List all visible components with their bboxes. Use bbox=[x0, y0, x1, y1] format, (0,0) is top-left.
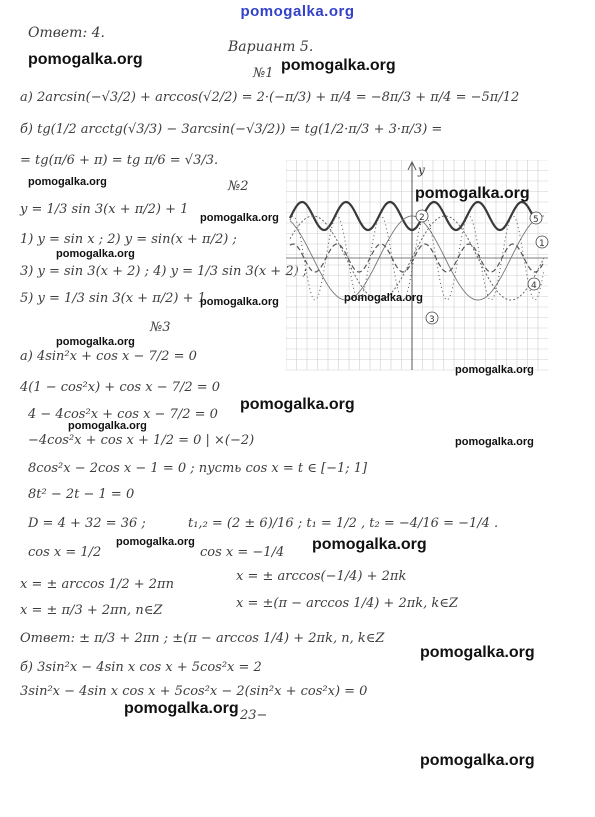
task-1b-result: = tg(π/6 + π) = tg π/6 = √3/3. bbox=[20, 153, 219, 168]
watermark: pomogalka.org bbox=[420, 644, 535, 661]
task-3a-case-2-final: x = ±(π − arccos 1/4) + 2πk, k∈Z bbox=[236, 596, 458, 611]
watermark: pomogalka.org bbox=[281, 57, 396, 74]
task-3a-discriminant: D = 4 + 32 = 36 ; bbox=[28, 516, 146, 531]
task-2-step-5: 5) y = 1/3 sin 3(x + π/2) + 1 bbox=[20, 291, 206, 306]
y-axis-label: y bbox=[418, 163, 425, 177]
task-2-function: y = 1/3 sin 3(x + π/2) + 1 bbox=[20, 202, 189, 217]
watermark: pomogalka.org bbox=[200, 296, 279, 308]
marker-3-label: 3 bbox=[429, 315, 435, 325]
marker-4-label: 4 bbox=[531, 281, 537, 291]
marker-2 bbox=[416, 210, 428, 223]
task-3a-step-4: 8cos²x − 2cos x − 1 = 0 ; пусть cos x = t ∈ [−1; 1] bbox=[28, 461, 368, 476]
task-3b-step-1: 3sin²x − 4sin x cos x + 5cos²x − 2(sin²x + cos²x) = 0 bbox=[20, 684, 368, 699]
marker-5-label: 5 bbox=[533, 215, 539, 225]
watermark: pomogalka.org bbox=[344, 292, 423, 304]
watermark: pomogalka.org bbox=[68, 420, 147, 432]
task-3a-case-2: cos x = −1/4 bbox=[200, 545, 285, 560]
watermark: pomogalka.org bbox=[415, 185, 530, 202]
page-number: 23− bbox=[240, 708, 268, 723]
task-3a-roots: t₁,₂ = (2 ± 6)/16 ; t₁ = 1/2 , t₂ = −4/16 = −1/4 . bbox=[188, 516, 499, 531]
watermark: pomogalka.org bbox=[420, 752, 535, 769]
task-3a-case-1-solution: x = ± arccos 1/2 + 2πn bbox=[20, 577, 174, 592]
marker-3 bbox=[426, 312, 438, 325]
answer-previous: Ответ: 4. bbox=[28, 25, 105, 41]
task-1-heading: №1 bbox=[253, 66, 274, 81]
watermark: pomogalka.org bbox=[56, 336, 135, 348]
task-3a-answer: Ответ: ± π/3 + 2πn ; ±(π − arccos 1/4) + 2πk, n, k∈Z bbox=[20, 631, 385, 646]
task-3a-case-2-solution: x = ± arccos(−1/4) + 2πk bbox=[236, 569, 407, 584]
watermark: pomogalka.org bbox=[116, 536, 195, 548]
marker-1-label: 1 bbox=[539, 239, 545, 249]
watermark: pomogalka.org bbox=[455, 436, 534, 448]
task-2-steps-3-4: 3) y = sin 3(x + 2) ; 4) y = 1/3 sin 3(x + 2) ; bbox=[20, 264, 308, 279]
header-site-link[interactable]: pomogalka.org bbox=[240, 3, 355, 20]
task-3-heading: №3 bbox=[150, 320, 171, 335]
variant-heading: Вариант 5. bbox=[228, 39, 314, 55]
marker-2-label: 2 bbox=[419, 213, 425, 223]
watermark: pomogalka.org bbox=[28, 51, 143, 68]
task-3a-case-1-final: x = ± π/3 + 2πn, n∈Z bbox=[20, 603, 163, 618]
watermark: pomogalka.org bbox=[455, 364, 534, 376]
task-3a-step-2: 4 − 4cos²x + cos x − 7/2 = 0 bbox=[28, 407, 218, 422]
task-3a-quadratic: 8t² − 2t − 1 = 0 bbox=[28, 487, 135, 502]
task-1a-line: а) 2arcsin(−√3/2) + arccos(√2/2) = 2·(−π/3) + π/4 = −8π/3 + π/4 = −5π/12 bbox=[20, 90, 520, 105]
task-3a-step-3: −4cos²x + cos x + 1/2 = 0 | ×(−2) bbox=[28, 433, 255, 448]
watermark: pomogalka.org bbox=[124, 700, 239, 717]
task-2-steps-1-2: 1) y = sin x ; 2) y = sin(x + π/2) ; bbox=[20, 232, 237, 247]
watermark: pomogalka.org bbox=[56, 248, 135, 260]
watermark: pomogalka.org bbox=[312, 536, 427, 553]
task-3b-equation: б) 3sin²x − 4sin x cos x + 5cos²x = 2 bbox=[20, 660, 262, 675]
task-2-heading: №2 bbox=[228, 179, 249, 194]
watermark: pomogalka.org bbox=[200, 212, 279, 224]
task-3a-equation: а) 4sin²x + cos x − 7/2 = 0 bbox=[20, 349, 197, 364]
task-1b-line: б) tg(1/2 arcctg(√3/3) − 3arcsin(−√3/2)) = tg(1/2·π/3 + 3·π/3) = bbox=[20, 122, 443, 137]
task-3a-case-1: cos x = 1/2 bbox=[28, 545, 102, 560]
task-3a-step-1: 4(1 − cos²x) + cos x − 7/2 = 0 bbox=[20, 380, 221, 395]
watermark: pomogalka.org bbox=[28, 176, 107, 188]
watermark: pomogalka.org bbox=[240, 396, 355, 413]
